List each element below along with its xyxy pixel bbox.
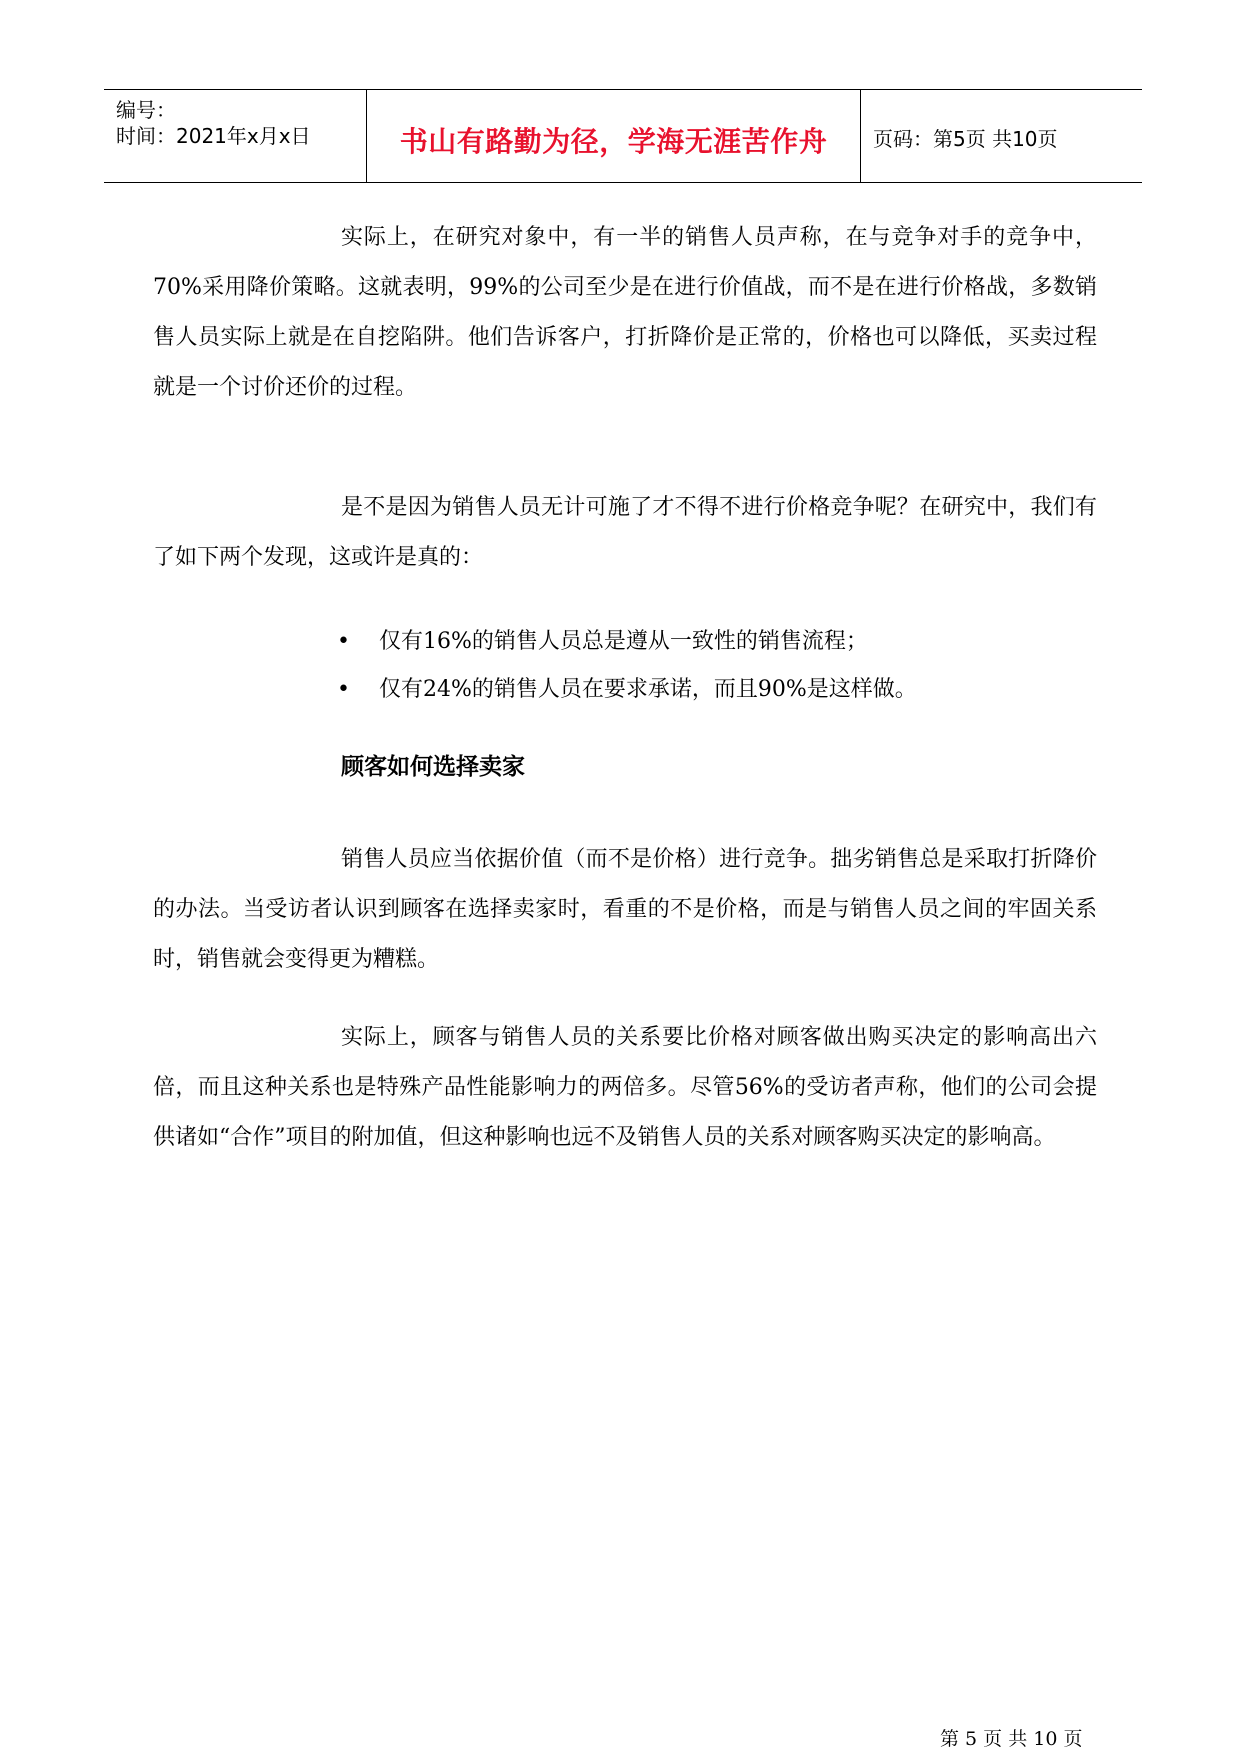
paragraph-3: 销售人员应当依据价值（而不是价格）进行竞争。拙劣销售总是采取打折降价的办法。当受访者认识到顾客在选择卖家时，看重的不是价格，而是与销售人员之间的牢固关系时，销售就会变得更为糟糕。 xyxy=(153,847,1097,972)
page-footer: 第 5 页 共 10 页 xyxy=(940,1728,1083,1750)
paragraph-4: 实际上，顾客与销售人员的关系要比价格对顾客做出购买决定的影响高出六倍，而且这种关系也是特殊产品性能影响力的两倍多。尽管56%的受访者声称，他们的公司会提供诸如“合作”项目的附加值，但这种影响也远不及销售人员的关系对顾客购买决定的影响高。 xyxy=(153,1025,1097,1150)
bullet-item-1 xyxy=(337,617,868,667)
header-page-cell xyxy=(861,90,1142,182)
document-number-label: 编号： xyxy=(116,98,176,122)
paragraph-2: 是不是因为销售人员无计可施了才不得不进行价格竞争呢？在研究中，我们有了如下两个发现，这或许是真的： xyxy=(153,495,1097,570)
bullet-dot-icon: • xyxy=(337,677,350,702)
header-motto-cell xyxy=(367,90,861,182)
bullet-item-2 xyxy=(337,665,917,715)
header-motto: 书山有路勤为径，学海无涯苦作舟 xyxy=(399,125,828,158)
header-page-info: 页码：第5页 共10页 xyxy=(873,127,1058,151)
bullet-text-2: 仅有24%的销售人员在要求承诺，而且90%是这样做。 xyxy=(379,677,917,702)
bullet-text-1: 仅有16%的销售人员总是遵从一致性的销售流程； xyxy=(379,629,868,654)
page-header xyxy=(104,89,1142,183)
bullet-dot-icon: • xyxy=(337,629,350,654)
paragraph-1: 实际上，在研究对象中，有一半的销售人员声称，在与竞争对手的竞争中，70%采用降价策略。这就表明，99%的公司至少是在进行价值战，而不是在进行价格战，多数销售人员实际上就是在自挖陷阱。他们告诉客户，打折降价是正常的，价格也可以降低，买卖过程就是一个讨价还价的过程。 xyxy=(153,225,1097,400)
header-meta-cell xyxy=(104,90,367,182)
document-time-label: 时间：2021年x月x日 xyxy=(116,124,311,148)
section-heading: 顾客如何选择卖家 xyxy=(341,754,525,780)
